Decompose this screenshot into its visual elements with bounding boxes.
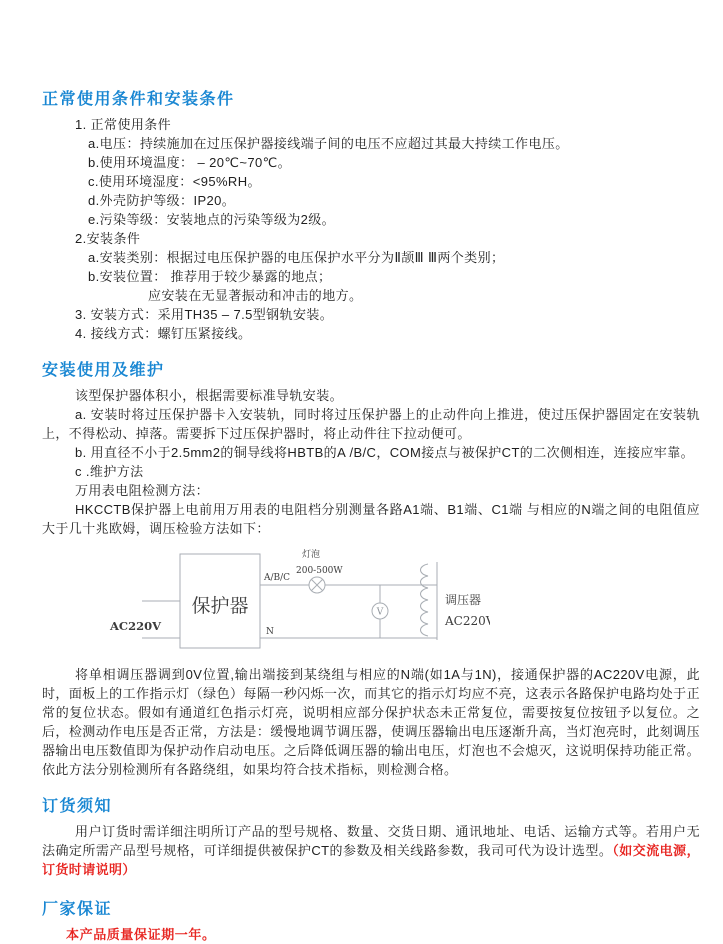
usage-line: 3. 安装方式：采用TH35 – 7.5型钢轨安装。 <box>75 307 334 322</box>
section-maintenance <box>42 357 700 779</box>
ordering-body-text: 用户订货时需详细注明所订产品的型号规格、数量、交货日期、通讯地址、电话、运输方式等。若用户无法确定所需产品型号规格，可详细提供被保护CT的参数及相关线路参数，我司可代为设计选型。 <box>42 824 700 858</box>
lamp-power-label: 200-500W <box>296 566 343 576</box>
usage-line: 应安装在无显著振动和冲击的地方。 <box>148 288 363 303</box>
section-title-ordering: 订货须知 <box>42 798 113 815</box>
usage-line: 4. 接线方式：螺钉压紧接线。 <box>75 326 252 341</box>
regulator-label: 调压器 <box>445 593 482 607</box>
warranty-statement: 本产品质量保证期一年。 <box>66 927 216 942</box>
neutral-label: N <box>266 627 274 637</box>
section-title-usage: 正常使用条件和安装条件 <box>42 91 235 108</box>
ordering-red-note: （如交流电源，订货时请说明） <box>42 843 700 877</box>
section-title-maintenance: 安装使用及维护 <box>42 362 165 379</box>
maintenance-paragraph: HKCCTB保护器上电前用万用表的电阻档分别测量各路A1端、B1端、C1端 与相应的N端之间的电阻值应大于几十兆欧姆，调压检验方法如下： <box>42 502 700 536</box>
usage-line: a.安装类别：根据过电压保护器的电压保护水平分为Ⅱ颉Ⅲ Ⅲ两个类别； <box>88 250 505 265</box>
maintenance-paragraph: c .维护方法 <box>75 464 144 479</box>
section-warranty <box>42 896 700 944</box>
voltmeter-letter: V <box>376 607 384 618</box>
usage-line: c.使用环境湿度：<95%RH。 <box>88 174 261 189</box>
usage-line: e.污染等级：安装地点的污染等级为2级。 <box>88 212 336 227</box>
usage-line: d.外壳防护等级：IP20。 <box>88 193 236 208</box>
phase-label: A/B/C <box>264 573 291 583</box>
maintenance-paragraph: 该型保护器体积小，根据需要标准导轨安装。 <box>75 388 344 403</box>
usage-line: b.使用环境温度： – 20℃~70℃。 <box>88 155 292 170</box>
section-usage-conditions <box>42 86 700 343</box>
source-voltage-label: AC220V <box>110 619 162 633</box>
regulator-voltage-label: AC220V <box>445 614 490 628</box>
lamp-label: 灯泡 <box>302 550 321 560</box>
test-procedure-paragraph: 将单相调压器调到0V位置,输出端接到某绕组与相应的N端(如1A与1N)，接通保护器的AC220V电源，此时，面板上的工作指示灯（绿色）每隔一秒闪烁一次，而其它的指示灯均应不亮，这表示各路保护电路均处于正常的复位状态。假如有通道红色指示灯亮，说明相应部分保护状态未正常复位，需要按复位按钮予以复位。之后，检测动作电压是否正常，方法是：缓慢地调节调压器，使调压器输出电压逐渐升高，当灯泡亮时，此刻调压器输出电压数值即为保护动作启动电压。之后降低调压器的输出电压，灯泡也不会熄灭，这说明保持功能正常。依此方法分别检测所有各路绕组，如果均符合技术指标，则检测合格。 <box>42 667 700 777</box>
regulator-coil-icon <box>421 564 429 636</box>
protector-label: 保护器 <box>191 595 249 617</box>
usage-line: a.电压：持续施加在过压保护器接线端子间的电压不应超过其最大持续工作电压。 <box>88 136 569 151</box>
usage-line: b.安装位置： 推荐用于较少暴露的地点； <box>88 269 332 284</box>
maintenance-paragraph: b. 用直径不小于2.5mm2的铜导线将HBTB的A /B/C，COM接点与被保护CT的二次侧相连，连接应牢靠。 <box>75 445 694 460</box>
test-circuit-diagram <box>90 544 700 661</box>
usage-line: 1. 正常使用条件 <box>75 117 172 132</box>
section-ordering <box>42 793 700 879</box>
maintenance-paragraph: a. 安装时将过压保护器卡入安装轨，同时将过压保护器上的止动件向上推进，使过压保护器固定在安装轨上，不得松动、掉落。需要拆下过压保护器时，将止动件往下拉动便可。 <box>42 407 700 441</box>
circuit-svg <box>90 544 490 656</box>
ordering-paragraph <box>42 822 700 879</box>
usage-line: 2.安装条件 <box>75 231 141 246</box>
section-title-warranty: 厂家保证 <box>42 901 113 918</box>
maintenance-paragraph: 万用表电阻检测方法： <box>75 483 210 498</box>
